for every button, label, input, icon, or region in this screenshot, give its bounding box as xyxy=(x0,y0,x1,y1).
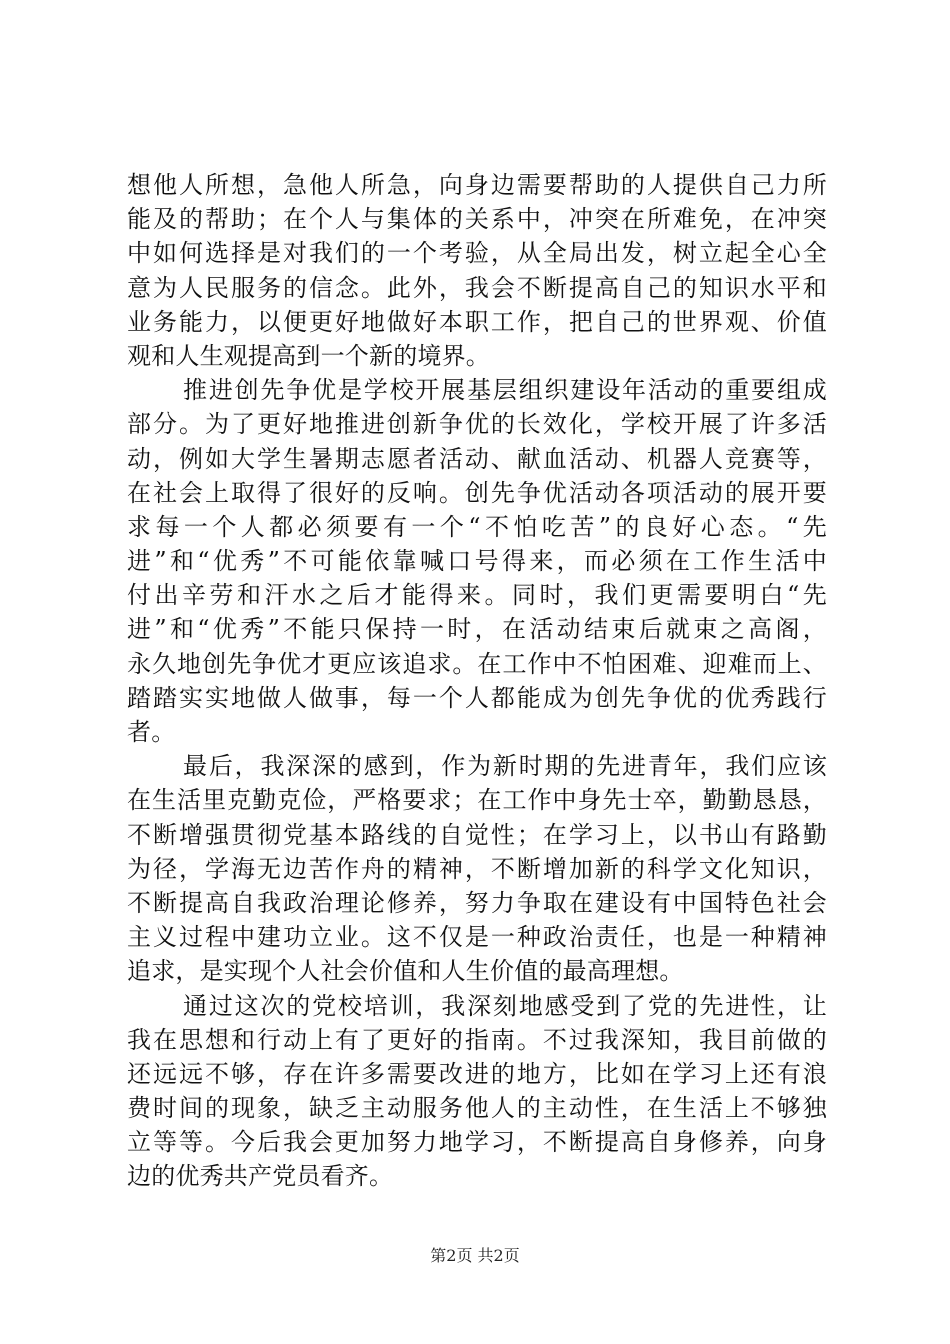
text-line: 在生活里克勤克俭，严格要求；在工作中身先士卒，勤勤恳恳， xyxy=(127,786,827,815)
text-line: 永久地创先争优才更应该追求。在工作中不怕困难、迎难而上、 xyxy=(127,649,827,678)
page-footer: 第2页 共2页 xyxy=(430,1246,520,1265)
text-line: 为径，学海无边苦作舟的精神，不断增加新的科学文化知识， xyxy=(127,854,827,883)
text-line: 立等等。今后我会更加努力地学习，不断提高自身修养，向身 xyxy=(127,1128,827,1157)
text-line: 能及的帮助；在个人与集体的关系中，冲突在所难免，在冲突 xyxy=(127,205,827,234)
text-line: 踏踏实实地做人做事，每一个人都能成为创先争优的优秀践行 xyxy=(127,683,827,712)
text-line: 部分。为了更好地推进创新争优的长效化，学校开展了许多活 xyxy=(127,410,827,439)
text-line: 不断增强贯彻党基本路线的自觉性；在学习上，以书山有路勤 xyxy=(127,820,827,849)
text-line: 我在思想和行动上有了更好的指南。不过我深知，我目前做的 xyxy=(127,1025,827,1054)
text-line: 者。 xyxy=(127,718,176,746)
text-line: 还远远不够，存在许多需要改进的地方，比如在学习上还有浪 xyxy=(127,1059,827,1088)
text-line: 动，例如大学生暑期志愿者活动、献血活动、机器人竞赛等， xyxy=(127,444,827,473)
paragraph-first-line: 通过这次的党校培训，我深刻地感受到了党的先进性，让 xyxy=(183,991,827,1020)
text-line: 业务能力，以便更好地做好本职工作，把自己的世界观、价值 xyxy=(127,307,827,336)
text-line: 中如何选择是对我们的一个考验，从全局出发，树立起全心全 xyxy=(127,239,827,268)
text-line: 意为人民服务的信念。此外，我会不断提高自己的知识水平和 xyxy=(127,273,827,302)
paragraph-first-line: 最后，我深深的感到，作为新时期的先进青年，我们应该 xyxy=(183,752,827,781)
text-line: 主义过程中建功立业。这不仅是一种政治责任，也是一种精神 xyxy=(127,923,827,952)
text-line: 付出辛劳和汗水之后才能得来。同时，我们更需要明白“先 xyxy=(127,581,827,610)
text-line: 不断提高自我政治理论修养，努力争取在建设有中国特色社会 xyxy=(127,888,827,917)
document-body xyxy=(127,168,827,1194)
text-line: 边的优秀共产党员看齐。 xyxy=(127,1162,394,1191)
text-line: 进”和“优秀”不可能依靠喊口号得来，而必须在工作生活中 xyxy=(127,547,827,576)
paragraph-first-line: 推进创先争优是学校开展基层组织建设年活动的重要组成 xyxy=(183,376,827,405)
text-line: 想他人所想，急他人所急，向身边需要帮助的人提供自己力所 xyxy=(127,171,827,199)
text-line: 观和人生观提高到一个新的境界。 xyxy=(127,341,490,370)
text-line: 进”和“优秀”不能只保持一时，在活动结束后就束之高阁， xyxy=(127,615,827,644)
text-line: 追求，是实现个人社会价值和人生价值的最高理想。 xyxy=(127,957,684,986)
text-line: 费时间的现象，缺乏主动服务他人的主动性，在生活上不够独 xyxy=(127,1094,827,1123)
text-line: 求每一个人都必须要有一个“不怕吃苦”的良好心态。“先 xyxy=(127,512,827,541)
text-line: 在社会上取得了很好的反响。创先争优活动各项活动的展开要 xyxy=(127,478,827,507)
